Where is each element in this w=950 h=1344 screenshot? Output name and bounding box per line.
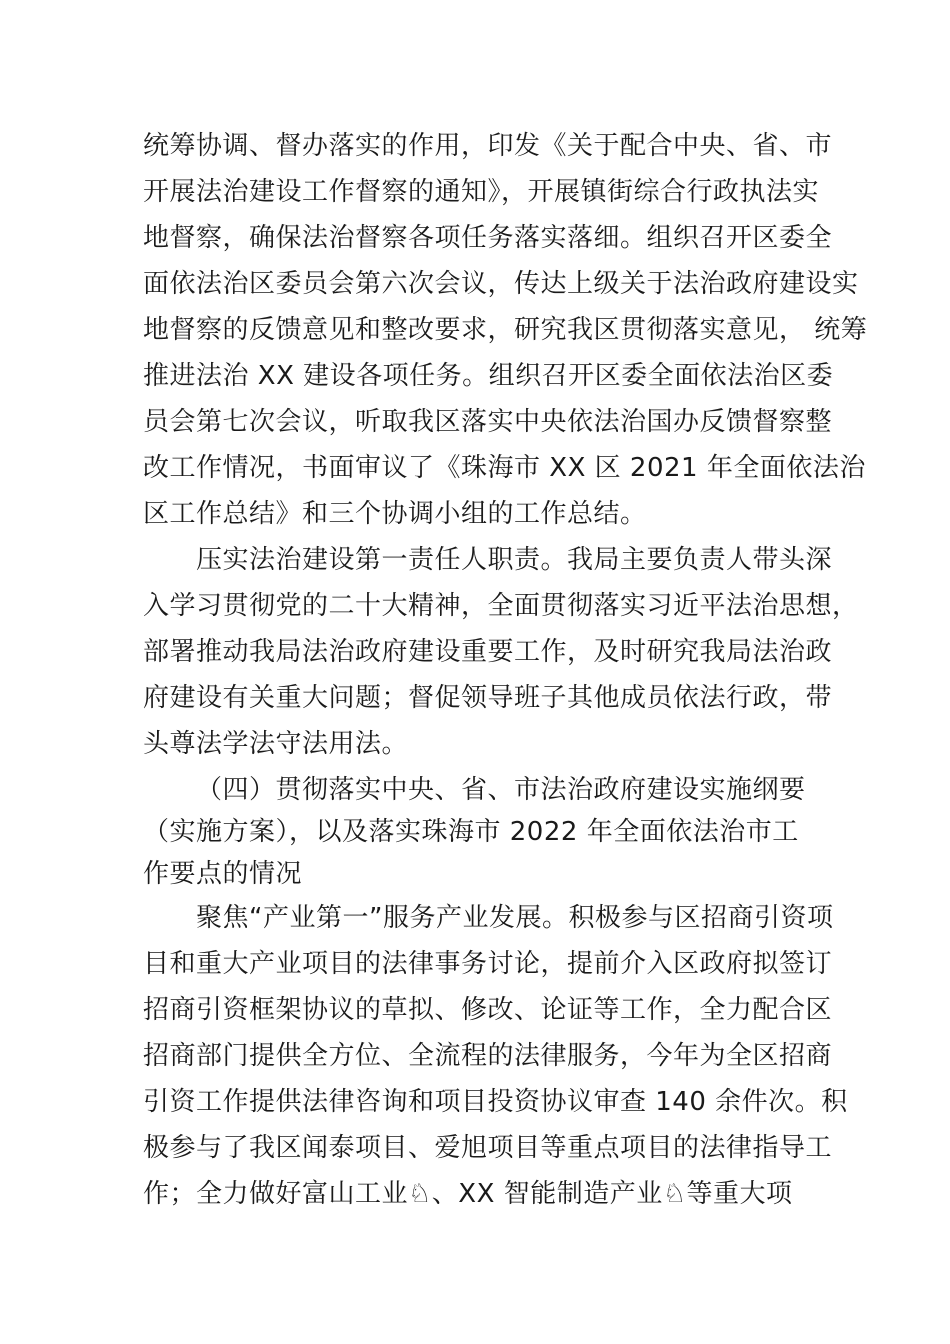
text-line: 地督察，确保法治督察各项任务落实落细。组织召开区委全: [143, 223, 833, 253]
text-line: 目和重大产业项目的法律事务讨论，提前介入区政府拟签订: [143, 949, 833, 979]
text-line: 员会第七次会议，听取我区落实中央依法治国办反馈督察整: [143, 407, 833, 437]
text-line: 引资工作提供法律咨询和项目投资协议审查 140 余件次。积: [143, 1087, 848, 1117]
text-line: 极参与了我区闻泰项目、爱旭项目等重点项目的法律指导工: [143, 1133, 833, 1163]
section-heading-line: （实施方案），以及落实珠海市 2022 年全面依法治市工: [143, 817, 799, 847]
section-heading-line: （四）贯彻落实中央、省、市法治政府建设实施纲要: [196, 775, 806, 805]
text-line: 面依法治区委员会第六次会议，传达上级关于法治政府建设实: [143, 269, 859, 299]
text-line: 开展法治建设工作督察的通知》，开展镇街综合行政执法实: [143, 177, 820, 207]
text-line: 招商引资框架协议的草拟、修改、论证等工作，全力配合区: [143, 995, 833, 1025]
text-line: 地督察的反馈意见和整改要求，研究我区贯彻落实意见， 统筹: [143, 315, 868, 345]
text-line: 府建设有关重大问题；督促领导班子其他成员依法行政，带: [143, 683, 833, 713]
text-line: 招商部门提供全方位、全流程的法律服务，今年为全区招商: [143, 1041, 833, 1071]
text-line: 部署推动我局法治政府建设重要工作，及时研究我局法治政: [143, 637, 833, 667]
text-line: 头尊法学法守法用法。: [143, 729, 409, 759]
paragraph-heading-line: 压实法治建设第一责任人职责。我局主要负责人带头深: [196, 545, 833, 575]
section-heading-line: 作要点的情况: [143, 859, 303, 889]
text-line: 入学习贯彻党的二十大精神，全面贯彻落实习近平法治思想，: [143, 591, 859, 621]
paragraph-heading-line: 聚焦“产业第一”服务产业发展。积极参与区招商引资项: [196, 903, 834, 933]
text-line: 推进法治 XX 建设各项任务。组织召开区委全面依法治区委: [143, 361, 834, 391]
text-line: 统筹协调、督办落实的作用，印发《关于配合中央、省、市: [143, 131, 833, 161]
text-line: 改工作情况，书面审议了《珠海市 XX 区 2021 年全面依法治: [143, 453, 866, 483]
text-line: 区工作总结》和三个协调小组的工作总结。: [143, 499, 647, 529]
text-line: 作；全力做好富山工业♘、XX 智能制造产业♘等重大项: [143, 1179, 793, 1209]
